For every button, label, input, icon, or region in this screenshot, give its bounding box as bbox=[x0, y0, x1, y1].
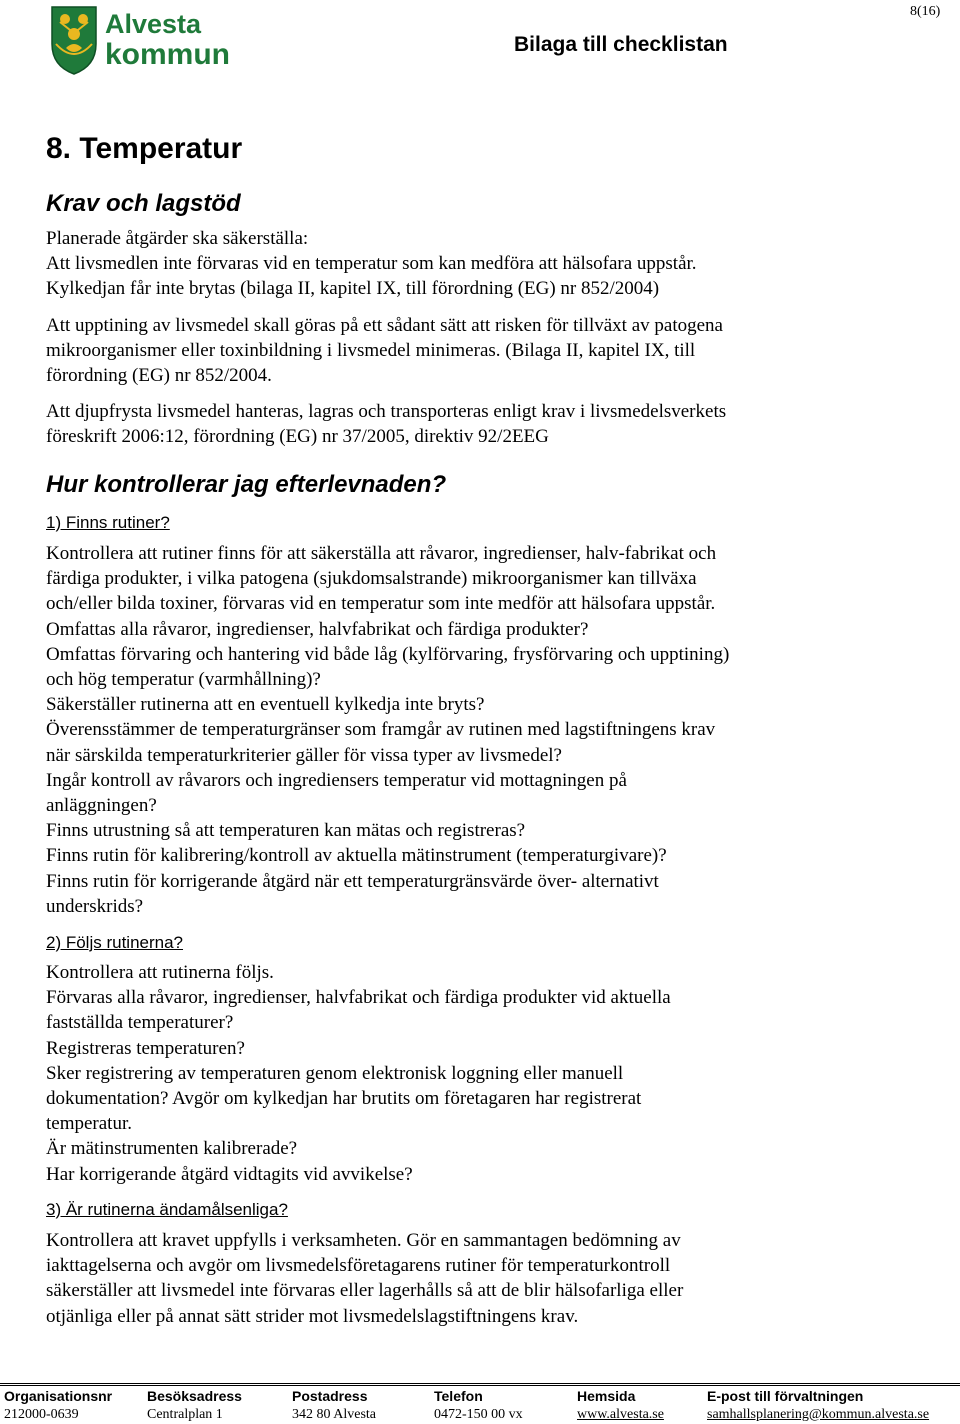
section-title: 8. Temperatur bbox=[46, 132, 243, 165]
footer-email bbox=[707, 1388, 929, 1424]
text-line: dokumentation? Avgör om kylkedjan har brutits om företagaren har registrerat bbox=[46, 1088, 642, 1110]
text-line: färdiga produkter, i vilka patogena (sjukdomsalstrande) mikroorganismer kan tillväxa bbox=[46, 568, 697, 590]
text-line: anläggningen? bbox=[46, 795, 157, 817]
text-line: säkerställer att livsmedel inte förvaras eller lagerhålls så att de blir hälsofarliga eller bbox=[46, 1280, 684, 1302]
footer-value: 0472-150 00 vx bbox=[434, 1407, 523, 1422]
footer-postal-address bbox=[292, 1388, 376, 1424]
footer-phone bbox=[434, 1388, 523, 1424]
q1-heading: 1) Finns rutiner? bbox=[46, 513, 170, 532]
q3-heading: 3) Är rutinerna ändamålsenliga? bbox=[46, 1200, 288, 1219]
footer-label: Telefon bbox=[434, 1388, 483, 1404]
text-line: Ingår kontroll av råvarors och ingrediensers temperatur vid mottagningen på bbox=[46, 769, 627, 791]
text-line: Kontrollera att rutinerna följs. bbox=[46, 962, 274, 983]
text-line: Har korrigerande åtgärd vidtagits vid avvikelse? bbox=[46, 1163, 413, 1185]
text-line: Kontrollera att kravet uppfylls i verksamheten. Gör en sammantagen bedömning av bbox=[46, 1230, 681, 1251]
text-line: Sker registrering av temperaturen genom elektronisk loggning eller manuell bbox=[46, 1062, 624, 1084]
text-line: Finns utrustning så att temperaturen kan mätas och registreras? bbox=[46, 820, 526, 842]
footer-label: Organisationsnr bbox=[4, 1388, 113, 1404]
text-line: Registreras temperaturen? bbox=[46, 1037, 245, 1059]
q1-paragraph bbox=[46, 541, 916, 919]
text-line: Finns rutin för kalibrering/kontroll av aktuella mätinstrument (temperaturgivare)? bbox=[46, 845, 667, 867]
footer-visiting-address bbox=[147, 1388, 242, 1424]
krav-paragraph-1 bbox=[46, 226, 916, 302]
footer-divider bbox=[0, 1383, 960, 1386]
footer-label: E-post till förvaltningen bbox=[707, 1388, 864, 1404]
q2-paragraph bbox=[46, 960, 916, 1187]
text-line: temperatur. bbox=[46, 1113, 132, 1135]
krav-heading: Krav och lagstöd bbox=[46, 190, 241, 217]
text-line: underskrids? bbox=[46, 895, 144, 917]
footer-organisation bbox=[4, 1388, 112, 1424]
footer-label: Hemsida bbox=[577, 1388, 636, 1404]
text-line: Att livsmedlen inte förvaras vid en temperatur som kan medföra att hälsofara uppstår. bbox=[46, 253, 697, 275]
krav-paragraph-2 bbox=[46, 313, 916, 389]
text-line: Är mätinstrumenten kalibrerade? bbox=[46, 1138, 298, 1160]
footer-value: 212000-0639 bbox=[4, 1407, 79, 1422]
svg-text:Alvesta: Alvesta bbox=[105, 9, 202, 39]
footer-website bbox=[577, 1388, 664, 1424]
text-line: Kontrollera att rutiner finns för att säkerställa att råvaror, ingredienser, halv-fabrikat och bbox=[46, 543, 717, 564]
svg-text:kommun: kommun bbox=[105, 38, 231, 71]
email-link[interactable]: samhallsplanering@kommun.alvesta.se bbox=[707, 1407, 930, 1422]
text-line: föreskrift 2006:12, förordning (EG) nr 37/2005, direktiv 92/2EEG bbox=[46, 426, 549, 448]
municipal-coat-of-arms-icon bbox=[46, 4, 236, 76]
text-line: Säkerställer rutinerna att en eventuell kylkedja inte bryts? bbox=[46, 694, 485, 716]
page-number: 8(16) bbox=[910, 4, 941, 19]
alvesta-kommun-logo bbox=[46, 4, 236, 76]
footer-value: 342 80 Alvesta bbox=[292, 1407, 376, 1422]
text-line: fastställda temperaturer? bbox=[46, 1012, 234, 1034]
text-line: och/eller bilda toxiner, förvaras vid en temperatur som inte medför att hälsofara uppstår. bbox=[46, 593, 716, 615]
text-line: otjänliga eller på annat sätt strider mot livsmedelslagstiftningens krav. bbox=[46, 1305, 579, 1327]
document-title: Bilaga till checklistan bbox=[514, 33, 728, 56]
text-line: Att djupfrysta livsmedel hanteras, lagras och transporteras enligt krav i livsmedelsverkets bbox=[46, 401, 727, 422]
text-line: Planerade åtgärder ska säkerställa: bbox=[46, 228, 309, 249]
text-line: iakttagelserna och avgör om livsmedelsföretagarens rutiner för temperaturkontroll bbox=[46, 1255, 671, 1277]
text-line: förordning (EG) nr 852/2004. bbox=[46, 365, 272, 387]
krav-paragraph-3 bbox=[46, 399, 916, 449]
text-line: Förvaras alla råvaror, ingredienser, halvfabrikat och färdiga produkter vid aktuella bbox=[46, 987, 671, 1009]
text-line: Omfattas alla råvaror, ingredienser, halvfabrikat och färdiga produkter? bbox=[46, 618, 589, 640]
website-link[interactable]: www.alvesta.se bbox=[577, 1407, 664, 1422]
text-line: Överensstämmer de temperaturgränser som framgår av rutinen med lagstiftningens krav bbox=[46, 719, 716, 741]
text-line: Att upptining av livsmedel skall göras på ett sådant sätt att risken för tillväxt av patogena bbox=[46, 315, 723, 336]
text-line: Finns rutin för korrigerande åtgärd när ett temperaturgränsvärde över- alternativt bbox=[46, 870, 659, 892]
footer-value: Centralplan 1 bbox=[147, 1407, 223, 1422]
text-line: och hög temperatur (varmhållning)? bbox=[46, 669, 321, 691]
text-line: mikroorganismer eller toxinbildning i livsmedel minimeras. (Bilaga II, kapitel IX, till bbox=[46, 340, 696, 362]
q2-heading: 2) Följs rutinerna? bbox=[46, 933, 184, 952]
footer-label: Besöksadress bbox=[147, 1388, 242, 1404]
footer-label: Postadress bbox=[292, 1388, 368, 1404]
hur-heading: Hur kontrollerar jag efterlevnaden? bbox=[46, 471, 447, 498]
text-line: Omfattas förvaring och hantering vid både låg (kylförvaring, frysförvaring och upptining) bbox=[46, 643, 730, 665]
text-line: Kylkedjan får inte brytas (bilaga II, kapitel IX, till förordning (EG) nr 852/2004) bbox=[46, 278, 660, 300]
text-line: när särskilda temperaturkriterier gäller för vissa typer av livsmedel? bbox=[46, 744, 562, 766]
q3-paragraph bbox=[46, 1228, 916, 1329]
